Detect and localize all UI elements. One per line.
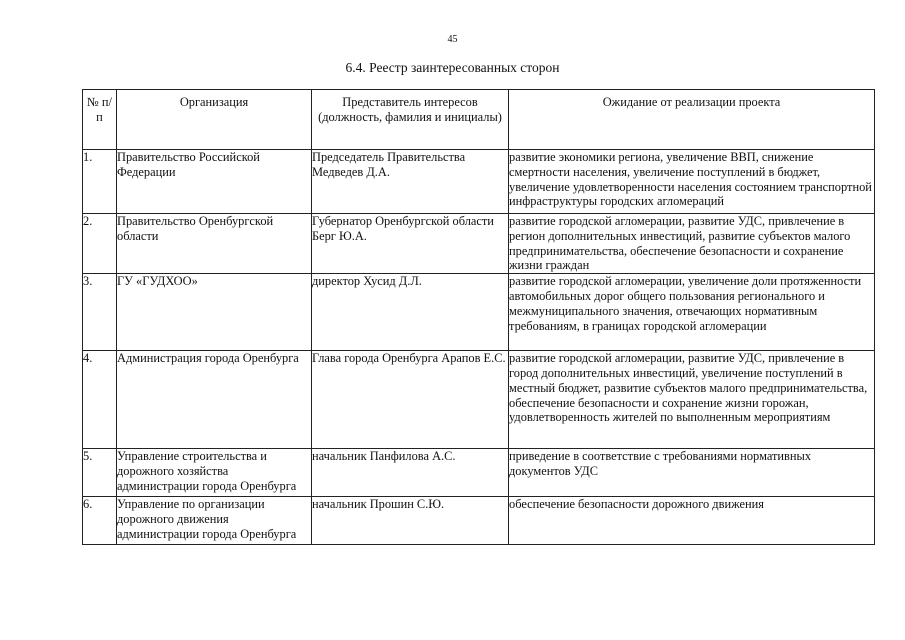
table-row	[83, 351, 875, 449]
header-num: № п/п	[83, 90, 117, 150]
row-organization: Правительство Оренбургской области	[117, 214, 312, 274]
row-num: 2.	[83, 214, 117, 274]
row-expectation: приведение в соответствие с требованиями нормативных документов УДС	[509, 449, 875, 497]
row-expectation: развитие городской агломерации, развитие УДС, привлечение в регион дополнительных инвестиций, развитие субъектов малого предпринимательства, обеспечение безопасности и сохранение жизни граждан	[509, 214, 875, 274]
row-num: 4.	[83, 351, 117, 449]
header-representative: Представитель интересов (должность, фамилия и инициалы)	[312, 90, 509, 150]
row-expectation: развитие экономики региона, увеличение ВВП, снижение смертности населения, увеличение поступлений в бюджет, увеличение удовлетворенности населения состоянием транспортной инфраструктуры городских агломераций	[509, 150, 875, 214]
table-row	[83, 497, 875, 545]
row-num: 5.	[83, 449, 117, 497]
row-representative: Глава города Оренбурга Арапов Е.С.	[312, 351, 509, 449]
row-organization: Правительство Российской Федерации	[117, 150, 312, 214]
row-num: 1.	[83, 150, 117, 214]
row-representative: директор Хусид Д.Л.	[312, 274, 509, 351]
row-organization: Управление по организации дорожного движения администрации города Оренбурга	[117, 497, 312, 545]
row-expectation: развитие городской агломерации, развитие УДС, привлечение в город дополнительных инвестиций, увеличение поступлений в местный бюджет, развитие субъектов малого предпринимательства, обеспечение безопасности и сохранение жизни горожан, удовлетворенность жителей по выполненным мероприятиям	[509, 351, 875, 449]
row-representative: начальник Панфилова А.С.	[312, 449, 509, 497]
table-row	[83, 449, 875, 497]
row-expectation: обеспечение безопасности дорожного движения	[509, 497, 875, 545]
table-row	[83, 274, 875, 351]
header-expectation: Ожидание от реализации проекта	[509, 90, 875, 150]
row-organization: Управление строительства и дорожного хозяйства администрации города Оренбурга	[117, 449, 312, 497]
table-row	[83, 214, 875, 274]
page-number: 45	[447, 34, 458, 45]
table-row	[83, 150, 875, 214]
row-expectation: развитие городской агломерации, увеличение доли протяженности автомобильных дорог общего пользования регионального и межмуниципального значения, отвечающих нормативным требованиям, в границах городской агломерации	[509, 274, 875, 351]
row-organization: Администрация города Оренбурга	[117, 351, 312, 449]
stakeholder-registry-table	[82, 89, 875, 545]
row-num: 6.	[83, 497, 117, 545]
row-organization: ГУ «ГУДХОО»	[117, 274, 312, 351]
row-num: 3.	[83, 274, 117, 351]
row-representative: начальник Прошин С.Ю.	[312, 497, 509, 545]
section-title: 6.4. Реестр заинтересованных сторон	[345, 60, 560, 75]
row-representative: Председатель Правительства Медведев Д.А.	[312, 150, 509, 214]
row-representative: Губернатор Оренбургской области Берг Ю.А.	[312, 214, 509, 274]
header-organization: Организация	[117, 90, 312, 150]
table-header-row	[83, 90, 875, 150]
